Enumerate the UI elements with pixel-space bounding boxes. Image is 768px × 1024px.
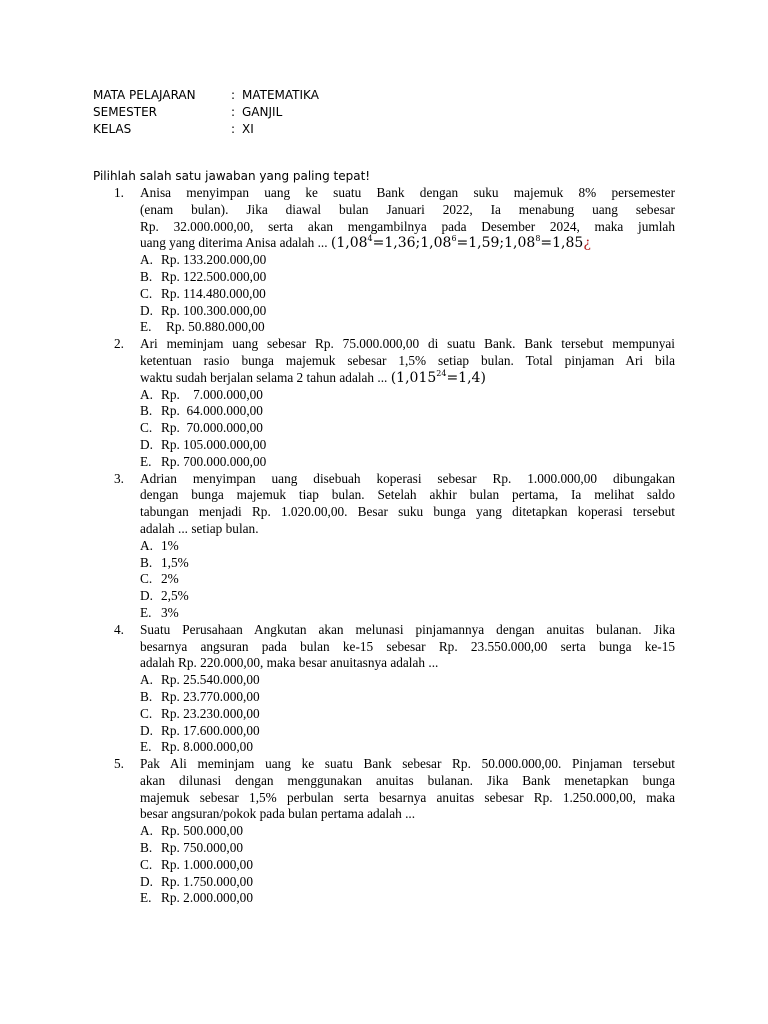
answer-option-c[interactable] [140,571,675,588]
option-text: 2,5% [161,588,189,604]
question-line: besar angsuran/pokok pada bulan pertama adalah ... [140,806,416,822]
answer-option-b[interactable] [140,269,675,286]
option-text: Rp. 1.000.000,00 [161,856,253,872]
question-line: waktu sudah berjalan selama 2 tahun adalah ... [140,369,388,385]
question-number: 5. [114,756,124,772]
option-text: 1% [161,537,179,553]
answer-option-a[interactable] [140,672,675,689]
option-letter: C. [140,571,153,587]
question-line: uang yang diterima Anisa adalah ... [140,235,328,251]
option-letter: A. [140,252,153,268]
formula [331,235,591,251]
option-letter: E. [140,890,152,906]
header-value: GANJIL [242,105,283,119]
question-line: dengan bunga majemuk tiap bulan. Setelah akhir bulan pertama, Ia melihat saldo [140,487,675,503]
option-letter: B. [140,688,153,704]
question-line: Suatu Perusahaan Angkutan akan melunasi pinjamannya dengan anuitas bulanan. Jika [140,621,675,637]
question-5 [114,756,675,907]
question-line: adalah ... setiap bulan. [140,520,259,536]
question-line: ketentuan rasio bunga majemuk sebesar 1,5% setiap bulan. Total pinjaman Ari bila [140,352,675,368]
option-letter: D. [140,722,153,738]
answer-option-c[interactable] [140,706,675,723]
header-colon: : [231,122,236,136]
question-line: tabungan menjadi Rp. 1.020.00,00. Besar suku bunga yang ditetapkan koperasi tersebut [140,504,675,520]
option-letter: C. [140,285,153,301]
option-text: Rp. 114.480.000,00 [161,285,266,301]
option-letter: A. [140,386,153,402]
option-letter: A. [140,823,153,839]
answer-options [140,252,675,336]
question-number: 3. [114,470,124,486]
answer-option-c[interactable] [140,286,675,303]
answer-option-a[interactable] [140,538,675,555]
question-line: Ari meminjam uang sebesar Rp. 75.000.000,00 di suatu Bank. Bank tersebut mempunyai [140,336,675,352]
question-line: besarnya angsuran pada bulan ke-15 sebesar Rp. 23.550.000,00 serta bunga ke-15 [140,638,675,654]
answer-options [140,387,675,471]
answer-option-b[interactable] [140,689,675,706]
option-letter: B. [140,554,153,570]
option-letter: C. [140,420,153,436]
question-3 [114,471,675,622]
question-list [114,185,675,907]
formula-part: =1,4) [446,369,486,386]
answer-option-a[interactable] [140,252,675,269]
option-letter: B. [140,840,153,856]
option-text: Rp. 133.200.000,00 [161,252,267,268]
header-value: XI [242,122,254,136]
formula-exponent: 8 [535,234,541,244]
answer-option-a[interactable] [140,823,675,840]
question-line-with-formula [140,370,675,387]
option-letter: D. [140,302,153,318]
header-label: KELAS [93,122,132,136]
question-number: 2. [114,336,124,352]
option-text: Rp. 7.000.000,00 [161,386,263,402]
option-letter: E. [140,604,152,620]
option-letter: A. [140,537,153,553]
question-text [140,185,675,252]
option-letter: C. [140,705,153,721]
formula-part: =1,36;1,08 [372,235,452,252]
answer-option-c[interactable] [140,857,675,874]
answer-option-b[interactable] [140,840,675,857]
question-text [140,336,675,386]
option-text: 3% [161,604,179,620]
question-number: 1. [114,185,124,200]
answer-option-e[interactable] [140,454,675,471]
question-line: akan dilunasi dengan menggunakan anuitas bulanan. Jika Bank menetapkan bunga [140,772,675,788]
formula-part: =1,85 [540,235,584,252]
option-letter: B. [140,268,153,284]
answer-option-d[interactable] [140,437,675,454]
question-text [140,471,675,538]
answer-option-d[interactable] [140,303,675,320]
answer-option-e[interactable] [140,890,675,907]
header-colon: : [231,105,236,119]
question-text [140,622,675,672]
formula-part: =1,59;1,08 [456,235,536,252]
answer-option-c[interactable] [140,420,675,437]
option-text: Rp. 2.000.000,00 [161,890,253,906]
header-colon: : [231,88,236,102]
option-text: Rp. 500.000,00 [161,823,244,839]
header-label: MATA PELAJARAN [93,88,196,102]
question-line: Pak Ali meminjam uang ke suatu Bank sebesar Rp. 50.000.000,00. Pinjaman tersebut [140,756,675,772]
formula-mark: ¿ [583,235,591,252]
question-line-with-formula [140,235,675,252]
option-text: Rp. 23.230.000,00 [161,705,260,721]
option-letter: E. [140,453,152,469]
answer-option-d[interactable] [140,723,675,740]
question-line: Rp. 32.000.000,00, serta akan mengambilnya pada Desember 2024, maka jumlah [140,218,675,234]
formula-exponent: 24 [436,368,447,378]
option-text: Rp. 23.770.000,00 [161,688,260,704]
answer-option-b[interactable] [140,403,675,420]
answer-option-e[interactable] [140,605,675,622]
answer-options [140,538,675,622]
option-text: Rp. 17.600.000,00 [161,722,260,738]
question-text [140,756,675,823]
question-1 [114,185,675,336]
option-text: Rp. 25.540.000,00 [161,672,260,688]
formula-part: (1,015 [390,369,437,386]
answer-options [140,823,675,907]
answer-option-b[interactable] [140,555,675,572]
answer-option-e[interactable] [140,739,675,756]
question-line: Anisa menyimpan uang ke suatu Bank dengan suku majemuk 8% persemester [140,185,675,200]
answer-option-a[interactable] [140,387,675,404]
option-text: Rp. 750.000,00 [161,840,244,856]
question-2 [114,336,675,470]
question-line: Adrian menyimpan uang disebuah koperasi sebesar Rp. 1.000.000,00 dibungakan [140,470,675,486]
header-value: MATEMATIKA [242,88,319,102]
option-text: Rp. 50.880.000,00 [166,319,265,335]
option-text: 1,5% [161,554,189,570]
option-text: Rp. 700.000.000,00 [161,453,267,469]
header-label: SEMESTER [93,105,158,119]
formula-exponent: 4 [367,234,373,244]
option-text: Rp. 8.000.000,00 [161,739,253,755]
option-letter: D. [140,588,153,604]
formula-exponent: 6 [451,234,457,244]
option-text: Rp. 105.000.000,00 [161,436,267,452]
answer-option-d[interactable] [140,588,675,605]
option-letter: D. [140,873,153,889]
option-text: Rp. 64.000.000,00 [161,403,263,419]
answer-option-d[interactable] [140,874,675,891]
option-text: Rp. 100.300.000,00 [161,302,267,318]
option-text: Rp. 122.500.000,00 [161,268,267,284]
option-letter: E. [140,739,152,755]
formula-part: (1,08 [330,235,368,252]
option-letter: D. [140,436,153,452]
option-text: 2% [161,571,179,587]
formula [391,370,486,386]
question-line: (enam bulan). Jika diawal bulan Januari 2022, Ia menabung uang sebesar [140,201,675,217]
answer-options [140,672,675,756]
option-letter: C. [140,856,153,872]
question-4 [114,622,675,756]
option-letter: B. [140,403,153,419]
option-text: Rp. 70.000.000,00 [161,420,263,436]
option-letter: A. [140,672,153,688]
question-line: majemuk sebesar 1,5% perbulan serta besarnya anuitas sebesar Rp. 1.250.000,00, maka [140,789,675,805]
answer-option-e[interactable] [140,319,675,336]
option-letter: E. [140,319,152,335]
option-text: Rp. 1.750.000,00 [161,873,253,889]
instruction-text: Pilihlah salah satu jawaban yang paling tepat! [93,169,371,183]
question-line: adalah Rp. 220.000,00, maka besar anuitasnya adalah ... [140,655,439,671]
question-number: 4. [114,621,124,637]
